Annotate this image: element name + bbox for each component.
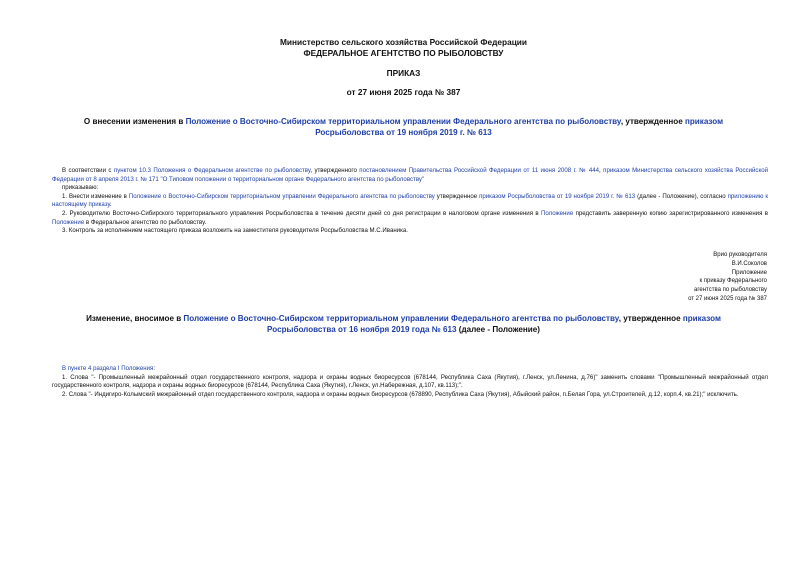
item-1 <box>52 193 768 210</box>
appendix-ref-line: агентства по рыболовству <box>694 287 767 294</box>
title-text-pre: Изменение, вносимое в <box>86 314 184 323</box>
link-appendix[interactable]: приложению к настоящему приказу <box>52 192 769 209</box>
agency-name: ФЕДЕРАЛЬНОЕ АГЕНТСТВО ПО РЫБОЛОВСТВУ <box>303 48 504 58</box>
signer-name: В.И.Соколов <box>731 260 767 267</box>
item-text: 2. Руководителю Восточно-Сибирского территориального управления Росрыболовства в течение десяти дней со дня регистрации в налоговом органе изменения в <box>62 209 541 217</box>
link-clause-4[interactable]: В пункте 4 раздела I Положения <box>62 365 154 372</box>
title-text-pre: О внесении изменения в <box>83 117 186 126</box>
item-text: представить заверенную копию зарегистрированного изменения в <box>573 209 768 217</box>
appendix-label: Приложение <box>731 269 767 276</box>
document-date-number: от 27 июня 2025 года № 387 <box>346 87 461 97</box>
title-text-mid: , утвержденное <box>620 117 685 126</box>
item-text: (далее - Положение), согласно <box>635 192 728 200</box>
appendix-ref-date: от 27 июня 2025 года № 387 <box>688 295 767 302</box>
appendix-intro <box>52 365 768 374</box>
link-ministry-order[interactable]: приказом Министерства сельского хозяйства Российской Федерации от 8 апреля 2013 г. № 171 "О Типовом положении о территориальном органе Федерального агентства по рыболовству" <box>52 167 769 183</box>
intro-text: , утвержденного <box>310 167 360 174</box>
appendix-title <box>40 313 767 335</box>
appendix-item-2: 2. Слова "- Индигиро-Колымский межрайонный отдел государственного контроля, надзора и охраны водных биоресурсов (678890, Республика Саха (Якутия), Абыйский район, п.Белая Гора, ул.Строителей, д.12, корп.4, кв.21);" исключить. <box>62 390 739 398</box>
link-regulation[interactable]: Положение <box>541 209 574 217</box>
appendix-body <box>52 365 768 399</box>
intro-text: В соответствии с <box>62 167 114 174</box>
item-text: утвержденное <box>434 192 480 200</box>
link-regulation[interactable]: Положение <box>52 218 85 226</box>
intro-paragraph <box>52 167 768 184</box>
document-type: ПРИКАЗ <box>386 68 421 78</box>
link-regulation[interactable]: Положение о Восточно-Сибирском территориальном управлении Федерального агентства по рыболовству <box>128 192 435 200</box>
title-link-regulation[interactable]: Положение о Восточно-Сибирском территориальном управлении Федерального агентства по рыболовству <box>185 117 621 126</box>
title-link-regulation[interactable]: Положение о Восточно-Сибирском территориальном управлении Федерального агентства по рыболовству <box>183 314 619 323</box>
signer-position: Врио руководителя <box>713 252 767 258</box>
title-link-order-date[interactable]: Росрыболовства от 19 ноября 2019 г. № 613 <box>315 128 492 137</box>
title-link-order[interactable]: приказом <box>682 314 721 323</box>
title-link-order-date[interactable]: Росрыболовства от 16 ноября 2019 года № 613 <box>267 325 457 334</box>
ministry-name: Министерство сельского хозяйства Российской Федерации <box>280 37 527 47</box>
item-2 <box>52 210 768 227</box>
item-text: . <box>109 201 112 209</box>
appendix-item-1: 1. Слова "- Промышленный межрайонный отдел государственного контроля, надзора и охраны водных биоресурсов (678144, Республика Саха (Якутия), г.Ленск, ул.Ленина, д.76)" заменить словами "Промышленный межрайонный отдел государственного контроля, надзора и охраны водных биоресурсов (678144, Республика Саха (Якутия), г.Ленск, ул.Набережная, д.107, кв.113);". <box>52 373 768 390</box>
item-text: в Федеральное агентство по рыболовству. <box>84 218 207 226</box>
title-link-order[interactable]: приказом <box>684 117 724 126</box>
document-title <box>40 116 767 138</box>
orders-word: приказываю: <box>62 184 99 192</box>
order-body <box>52 167 768 236</box>
appendix-ref-line: к приказу Федерального <box>699 278 767 285</box>
appendix-text: : <box>153 365 156 372</box>
link-regulation-clause[interactable]: пунктом 10.3 Положения о Федеральном агентстве по рыболовству <box>113 167 311 174</box>
link-order-613[interactable]: приказом Росрыболовства от 19 ноября 2019 г. № 613 <box>479 192 636 200</box>
title-text-post: (далее - Положение) <box>456 325 540 334</box>
title-text-mid: , утвержденное <box>618 314 683 323</box>
link-government-decree[interactable]: постановлением Правительства Российской Федерации от 11 июня 2008 г. № 444 <box>359 167 600 174</box>
item-3: 3. Контроль за исполнением настоящего приказа возложить на заместителя руководителя Росрыболовства М.С.Иваника. <box>62 227 408 235</box>
intro-text: , <box>599 167 604 174</box>
signature-block <box>567 251 767 304</box>
item-text: 1. Внести изменение в <box>62 192 129 200</box>
